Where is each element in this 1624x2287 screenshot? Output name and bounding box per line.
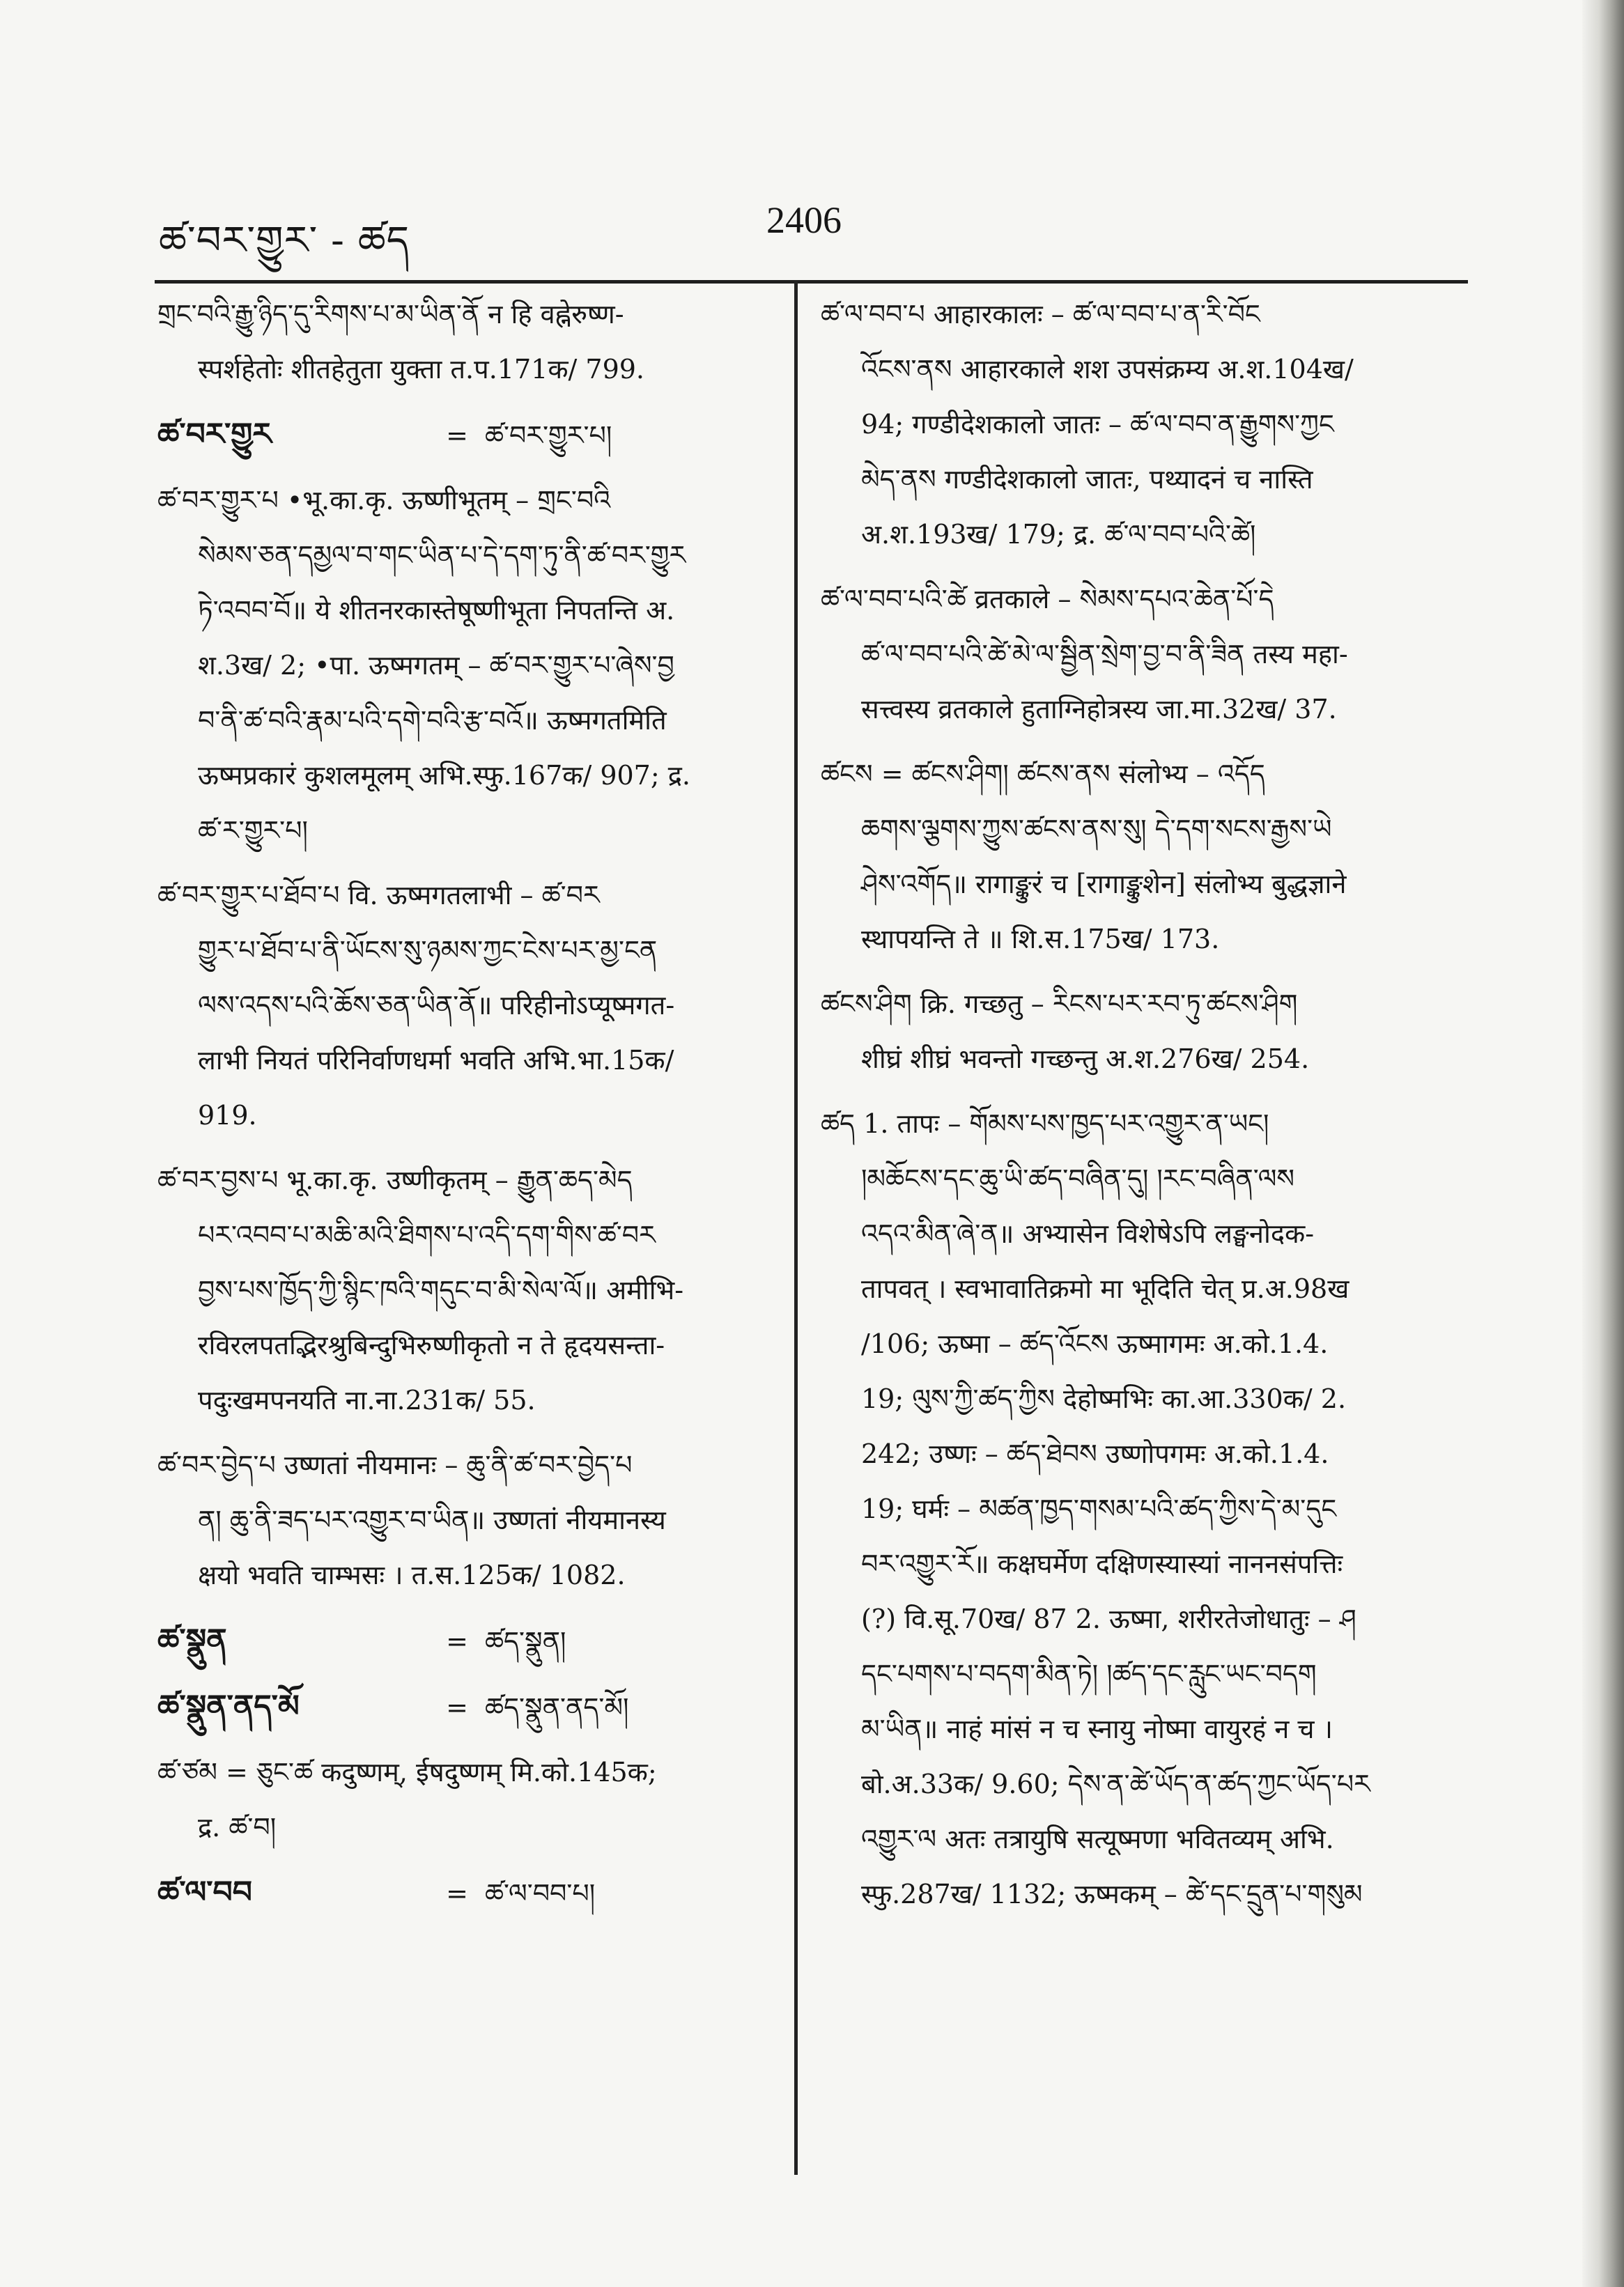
dictionary-entry xyxy=(157,1865,788,1921)
cross-reference: ཚ་ལ་བབ་པ། xyxy=(485,1878,596,1909)
dictionary-entry xyxy=(157,1679,788,1735)
equals-sign: = xyxy=(446,1626,468,1657)
entry-line: ཚ་ཙམ = ཅུང་ཚ कदुष्णम्, ईषदुष्णम् मि.को.145क; xyxy=(157,1757,657,1788)
entry-line: रविरलपतद्भिरश्रुबिन्दुभिरुष्णीकृतो न ते हृदयसन्ता- xyxy=(198,1330,665,1360)
entry-line: ऊष्मप्रकारं कुशलमूलम् अभि.स्फु.167क/ 907; द्र. xyxy=(198,760,691,791)
cross-reference: ཚད་སྣུན་ནད་མོ། xyxy=(485,1692,629,1723)
entry-line: शीघ्रं शीघ्रं भवन्तो गच्छन्तु अ.श.276ख/ 254. xyxy=(861,1044,1310,1074)
entry-headword: ཚ་སྣུན xyxy=(157,1622,227,1658)
page-number: 2406 xyxy=(766,199,842,241)
dictionary-entry xyxy=(821,1096,1455,1922)
entry-line: बो.अ.33क/ 9.60; དེས་ན་ཚེ་ཡོད་ན་ཚད་ཀྱང་ཡོད་པར xyxy=(861,1769,1370,1799)
entry-line: ཚ་བར་བྱས་པ भू.का.कृ. उष्णीकृतम् – རྒྱུན་ཆད་མེད xyxy=(157,1165,633,1195)
dictionary-entry xyxy=(157,868,788,1143)
entry-line: पदुःखमपनयति ना.ना.231क/ 55. xyxy=(198,1385,536,1416)
entry-line: ཚངས = ཚངས་ཤིག། ཚངས་ནས संलोभ्य – འདོད xyxy=(821,759,1265,789)
entry-line: བར་འགྱུར་རོ॥ कक्षघर्मेण दक्षिणस्यास्यां नाननसंपत्तिः xyxy=(861,1549,1343,1579)
dictionary-entry xyxy=(157,1613,788,1669)
entry-line: དང་པགས་པ་བདག་མིན་ཏེ། །ཚད་དང་རླུང་ཡང་བདག xyxy=(861,1659,1317,1689)
entry-line: །མཆོངས་དང་ཆུ་ཡི་ཚད་བཞིན་དུ། །རང་བཞིན་ལས xyxy=(861,1163,1295,1194)
entry-line: सत्त्वस्य व्रतकाले हुताग्निहोत्रस्य जा.मा.32ख/ 37. xyxy=(861,694,1337,724)
entry-line: 94; गण्डीदेशकालो जातः – ཚ་ལ་བབ་ན་རྒྱུགས་ཀྱང xyxy=(861,409,1334,440)
column-divider xyxy=(794,280,798,2175)
dictionary-entry xyxy=(157,1153,788,1428)
entry-line: 19; घर्मः – མཚན་ཁྱད་གསམ་པའི་ཚད་ཀྱིས་དེ་མ་དུང xyxy=(861,1494,1337,1524)
entry-line: འོངས་ནས आहारकाले शश उपसंक्रम्य अ.श.104ख/ xyxy=(861,354,1354,385)
entry-line: स्पर्शहेतोः शीतहेतुता युक्ता त.प.171क/ 799. xyxy=(198,354,645,385)
cross-reference: ཚ་བར་གྱུར་པ། xyxy=(485,420,612,451)
entry-line: द्र. ཚ་བ། xyxy=(198,1812,277,1843)
dictionary-entry xyxy=(157,1438,788,1603)
entry-line: तापवत् । स्वभावातिक्रमो मा भूदिति चेत् प्र.अ.98ख xyxy=(861,1273,1350,1304)
entry-line: འདའ་མིན་ཞེ་ན॥ अभ्यासेन विशेषेऽपि लङ्घनोदक- xyxy=(861,1218,1315,1249)
entry-line: འགྱུར་ལ अतः तत्रायुषि सत्यूष्मणा भवितव्यम् अभि. xyxy=(861,1824,1334,1854)
entry-line: ཏེ་འབབ་བོ॥ ये शीतनरकास्तेषूष्णीभूता निपतन्ति अ. xyxy=(198,595,675,626)
left-column xyxy=(157,287,788,1931)
entry-line: ན། ཆུ་ནི་ཟད་པར་འགྱུར་བ་ཡིན॥ उष्णतां नीयमानस्य xyxy=(198,1505,666,1535)
entry-line: ཚ་ལ་བབ་པ आहारकालः – ཚ་ལ་བབ་པ་ན་རི་བོང xyxy=(821,299,1260,330)
dictionary-entry xyxy=(157,407,788,463)
entry-line: /106; ऊष्मा – ཚད་འོངས ऊष्मागमः अ.को.1.4. xyxy=(861,1328,1329,1359)
entry-line: ཚ་བར་བྱེད་པ उष्णतां नीयमानः – ཆུ་ནི་ཚ་བར་བྱེད་པ xyxy=(157,1450,633,1480)
entry-line: स्फु.287ख/ 1132; ऊष्मकम् – ཚེ་དང་དྲུན་པ་གསུམ xyxy=(861,1879,1363,1909)
dictionary-entry xyxy=(821,977,1455,1087)
entry-line: ཚངས་ཤིག क्रि. गच्छतु – རིངས་པར་རབ་ཏུ་ཚངས་ཤིག xyxy=(821,989,1298,1019)
equals-sign: = xyxy=(446,1878,468,1909)
equals-sign: = xyxy=(446,420,468,451)
dictionary-entry xyxy=(157,1745,788,1855)
entry-line: ཚ་ར་གྱུར་པ། xyxy=(198,815,308,846)
cross-reference: ཚད་སྣུན། xyxy=(485,1626,566,1657)
entry-line: ཚ་ལ་བབ་པའི་ཚེ་མེ་ལ་སྦྱིན་སྲེག་བྱ་བ་ནི་ཟིན तस्य महा- xyxy=(861,639,1348,669)
entry-line: གྱུར་པ་ཐོབ་པ་ནི་ཡོངས་སུ་ཉམས་ཀྱང་ངེས་པར་མྱ་ངན xyxy=(198,935,658,966)
dictionary-entry xyxy=(821,572,1455,737)
entry-line: ཆགས་ལྕགས་ཀྱུས་ཚངས་ནས་སུ། དེ་དག་སངས་རྒྱས་ཡེ xyxy=(861,814,1332,844)
entry-line: ཚ་བར་གྱུར་པ •भू.का.कृ. ऊष्णीभूतम् – གྲང་བའི xyxy=(157,485,611,515)
entry-line: ཚད 1. तापः – གོམས་པས་ཁྱད་པར་འགྱུར་ན་ཡང། xyxy=(821,1108,1269,1139)
entry-line: 19; ལུས་ཀྱི་ཚད་ཀྱིས देहोष्मभिः का.आ.330क/ 2. xyxy=(861,1383,1347,1414)
entry-line: (?) वि.सू.70ख/ 87 2. ऊष्मा, शरीरतेजोधातुः – ཤ xyxy=(861,1604,1356,1634)
dictionary-entry xyxy=(157,287,788,397)
entry-line: གྲང་བའི་རྒྱུ་ཉིད་དུ་རིགས་པ་མ་ཡིན་ནོ न हि वह्नेरुष्ण- xyxy=(157,299,624,330)
entry-line: ལས་འདས་པའི་ཆོས་ཅན་ཡིན་ནོ॥ परिहीनोऽप्यूष्मगत- xyxy=(198,990,675,1021)
dictionary-entry xyxy=(821,287,1455,562)
entry-headword: ཚ་ལ་བབ xyxy=(157,1875,252,1910)
entry-line: བྱས་པས་ཁྱོད་ཀྱི་སྙིང་ཁའི་གདུང་བ་མི་སེལ་ལོ॥ अमीभि- xyxy=(198,1275,684,1305)
entry-line: བ་ནི་ཚ་བའི་རྣམ་པའི་དགེ་བའི་རྩ་བའོ॥ ऊष्मगतमिति xyxy=(198,705,667,736)
entry-line: अ.श.193ख/ 179; द्र. ཚ་ལ་བབ་པའི་ཚེ། xyxy=(861,519,1256,550)
entry-line: པར་འབབ་པ་མཆི་མའི་ཐིགས་པ་འདི་དག་གིས་ཚ་བར xyxy=(198,1220,656,1250)
entry-line: སེམས་ཅན་དམྱལ་བ་གང་ཡིན་པ་དེ་དག་ཏུ་ནི་ཚ་བར་གྱུར xyxy=(198,540,686,571)
entry-line: མེད་ནས गण्डीदेशकालो जातः, पथ्यादनं च नास्ति xyxy=(861,464,1313,495)
page-edge-shadow xyxy=(1582,0,1624,2287)
entry-line: མ་ཡིན॥ नाहं मांसं न च स्नायु नोष्मा वायुरहं न च । xyxy=(861,1714,1333,1744)
dictionary-entry xyxy=(157,473,788,858)
running-header: ཚ་བར་གྱུར་ - ཚད xyxy=(159,218,410,263)
entry-headword: ཚ་བར་གྱུར xyxy=(157,417,272,452)
header-rule xyxy=(155,280,1468,284)
entry-line: 242; उष्णः – ཚད་ཐེབས उष्णोपगमः अ.को.1.4. xyxy=(861,1439,1329,1469)
entry-line: 919. xyxy=(198,1100,257,1131)
equals-sign: = xyxy=(446,1692,468,1723)
entry-line: ཚ་བར་གྱུར་པ་ཐོབ་པ वि. ऊष्मगतलाभी – ཚ་བར xyxy=(157,880,600,910)
entry-line: ཚ་ལ་བབ་པའི་ཚེ व्रतकाले – སེམས་དཔའ་ཆེན་པོ་དེ xyxy=(821,584,1274,614)
entry-line: क्षयो भवति चाम्भसः । त.स.125क/ 1082. xyxy=(198,1560,626,1590)
entry-line: लाभी नियतं परिनिर्वाणधर्मा भवति अभि.भा.15क/ xyxy=(198,1045,674,1076)
entry-line: श.3ख/ 2; •पा. ऊष्मगतम् – ཚ་བར་གྱུར་པ་ཞེས་བྱ xyxy=(198,650,674,681)
entry-line: स्थापयन्ति ते ॥ शि.स.175ख/ 173. xyxy=(861,924,1220,954)
entry-headword: ཚ་སྣུན་ནད་མོ xyxy=(157,1689,300,1724)
right-column xyxy=(821,287,1455,1932)
dictionary-entry xyxy=(821,747,1455,967)
entry-line: ཤེས་འགོད॥ रागाङ्कुरं च [रागाङ्कुशेन] संलोभ्य बुद्धज्ञाने xyxy=(861,869,1347,899)
